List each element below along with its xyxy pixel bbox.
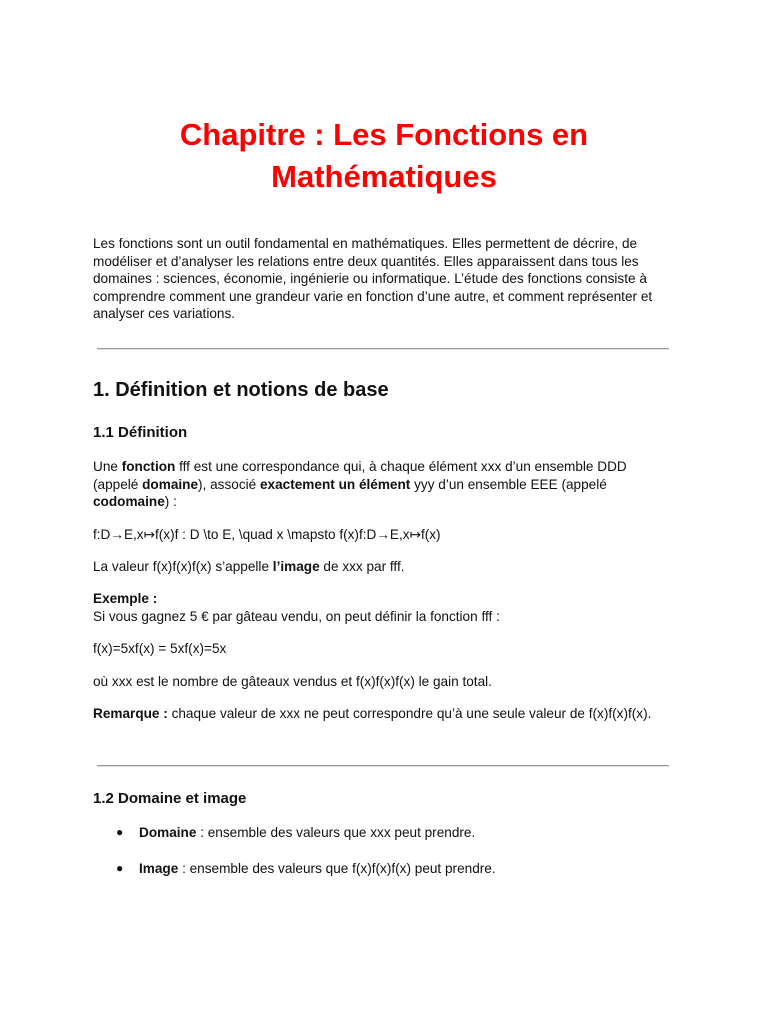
where-paragraph: où xxx est le nombre de gâteaux vendus et f(x)f(x)f(x) le gain total. bbox=[93, 674, 492, 689]
subsection-heading-definition: 1.1 Définition bbox=[93, 424, 188, 441]
definition-text: yyy d’un ensemble EEE (appelé bbox=[410, 476, 607, 492]
image-paragraph bbox=[93, 558, 675, 576]
list-item bbox=[93, 824, 675, 842]
remark-label: Remarque : bbox=[93, 706, 168, 721]
list-item-text: : ensemble des valeurs que f(x)f(x)f(x) peut prendre. bbox=[178, 860, 496, 876]
list-item bbox=[93, 860, 675, 878]
definition-text: fff est une correspondance qui, à chaque élément xxx d’un ensemble DDD (appelé bbox=[93, 459, 627, 492]
term-domaine: domaine bbox=[142, 476, 199, 492]
term-codomaine: codomaine bbox=[93, 494, 165, 510]
example-label: Exemple : bbox=[93, 591, 158, 606]
definition-text: ), associé bbox=[198, 476, 260, 492]
subsection-heading-domaine-image: 1.2 Domaine et image bbox=[93, 790, 247, 807]
list-item-term: Image bbox=[139, 860, 179, 876]
definition-text: ) : bbox=[164, 494, 177, 510]
remark-paragraph bbox=[93, 705, 675, 723]
image-text: La valeur f(x)f(x)f(x) s’appelle bbox=[93, 559, 273, 574]
bullet-icon: ● bbox=[116, 860, 124, 875]
example-paragraph bbox=[93, 590, 675, 625]
term-exactement-un-element: exactement un élément bbox=[259, 476, 411, 492]
term-fonction: fonction bbox=[121, 459, 176, 474]
list-item-term: Domaine bbox=[139, 825, 197, 840]
intro-paragraph: Les fonctions sont un outil fondamental en mathématiques. Elles permettent de décrire, de modéliser et d’analyser les relations entre deux quantités. Elles apparaissent dans tous les domaines : sciences, économie, ingénierie ou informatique. L’étude des fonctions consiste à comprendre comment une grandeur varie en fonction d’une autre, et comment représenter et analyser ces variations. bbox=[93, 236, 653, 322]
term-image: l’image bbox=[272, 559, 320, 574]
bullet-icon: ● bbox=[116, 825, 124, 839]
mapping-formula: f:D→E,x↦f(x)f : D \to E, \quad x \mapsto f(x)f:D→E,x↦f(x) bbox=[93, 527, 441, 542]
section-heading-definition: 1. Définition et notions de base bbox=[93, 379, 389, 401]
list-item-text: : ensemble des valeurs que xxx peut prendre. bbox=[196, 825, 476, 840]
bullet-list bbox=[93, 824, 675, 895]
image-text: de xxx par fff. bbox=[319, 559, 405, 574]
horizontal-divider bbox=[97, 765, 669, 767]
definition-text: Une bbox=[93, 459, 122, 474]
page-title: Chapitre : Les Fonctions en Mathématiques bbox=[179, 117, 589, 194]
remark-text: chaque valeur de xxx ne peut correspondre qu’à une seule valeur de f(x)f(x)f(x). bbox=[167, 706, 652, 721]
definition-paragraph bbox=[93, 458, 675, 511]
horizontal-divider bbox=[97, 348, 669, 350]
example-formula: f(x)=5xf(x) = 5xf(x)=5x bbox=[93, 641, 227, 656]
example-text: Si vous gagnez 5 € par gâteau vendu, on peut définir la fonction fff : bbox=[93, 608, 500, 624]
